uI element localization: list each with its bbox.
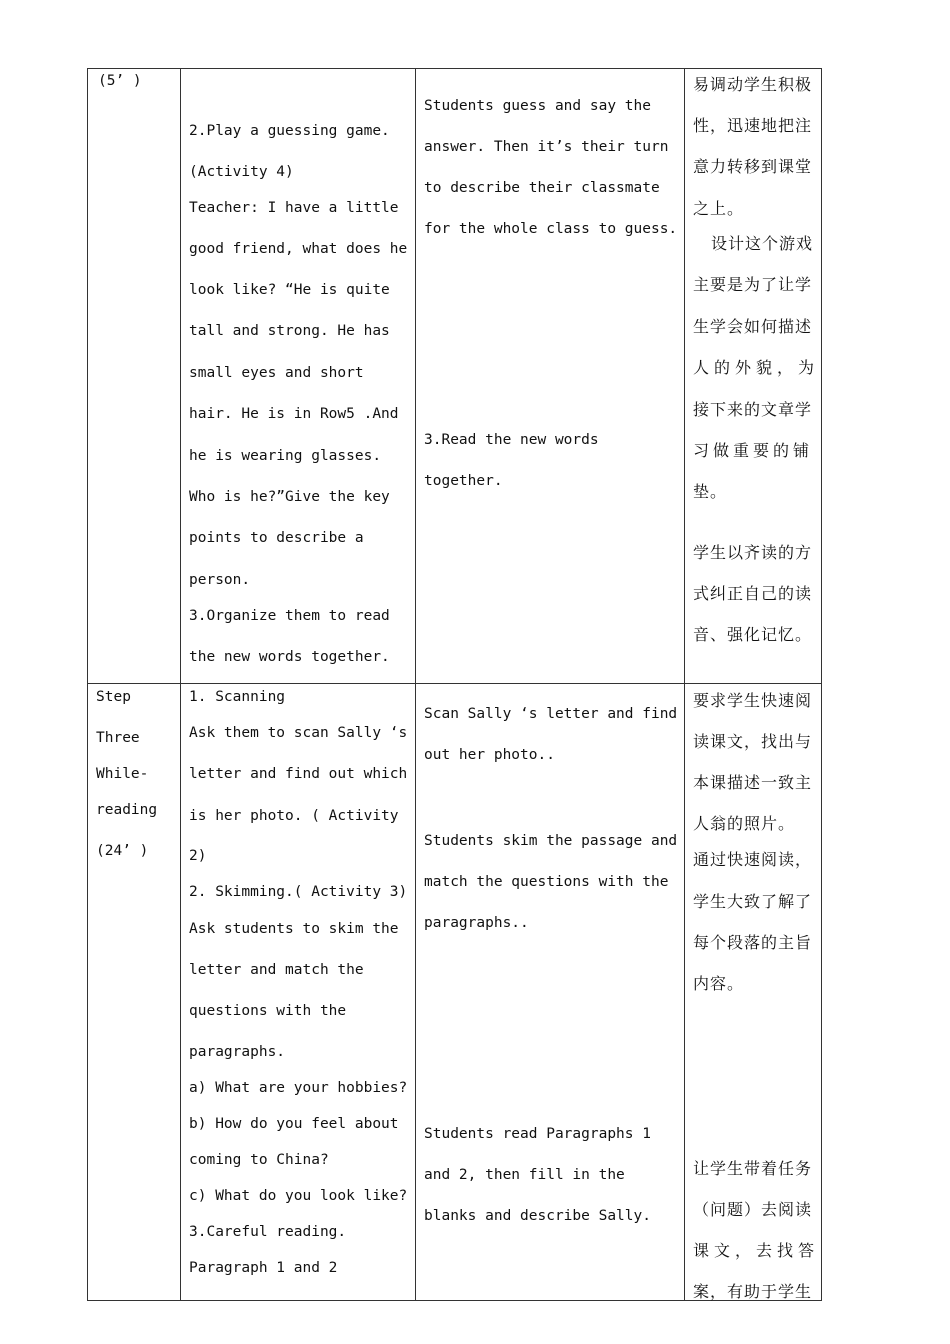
teacher-line: Ask students to skim the xyxy=(189,921,399,937)
student-line: Students guess and say the xyxy=(424,98,651,114)
purpose-line: 易调动学生积极 xyxy=(693,75,813,94)
purpose-line: 垫。 xyxy=(693,482,728,501)
purpose-line: 课文，去找答 xyxy=(693,1241,820,1260)
teacher-line: questions with the xyxy=(189,1003,347,1019)
teacher-line: look like? “He is quite xyxy=(189,282,390,298)
step-time: (5’ ) xyxy=(98,73,142,89)
student-line: match the questions with the xyxy=(424,874,669,890)
purpose-line: 习做重要的铺 xyxy=(693,441,814,460)
teacher-line: small eyes and short xyxy=(189,365,364,381)
teacher-line: coming to China? xyxy=(189,1152,329,1168)
student-line: out her photo.. xyxy=(424,747,555,763)
teacher-line: is her photo. ( Activity xyxy=(189,808,399,824)
step-time: (24’ ) xyxy=(96,843,149,859)
step-cell xyxy=(88,684,181,1301)
purpose-line: 通过快速阅读， xyxy=(693,850,813,869)
student-activity-cell xyxy=(416,684,685,1301)
purpose-line: 要求学生快速阅 xyxy=(693,691,813,710)
step-label: While- xyxy=(96,766,149,782)
teacher-line: 3.Organize them to read xyxy=(189,608,390,624)
teacher-line: Who is he?”Give the key xyxy=(189,489,390,505)
student-line: and 2, then fill in the xyxy=(424,1167,625,1183)
purpose-line: 读课文，找出与 xyxy=(693,732,813,751)
purpose-line: 接下来的文章学 xyxy=(693,400,813,419)
table-row xyxy=(88,69,822,684)
step-label: Three xyxy=(96,730,140,746)
teacher-line: 2. Skimming.( Activity 3) xyxy=(189,884,408,900)
purpose-line: 意力转移到课堂 xyxy=(693,157,813,176)
teacher-line: he is wearing glasses. xyxy=(189,448,382,464)
step-label: Step xyxy=(96,689,131,705)
teacher-line: 2) xyxy=(189,848,207,864)
purpose-line: 内容。 xyxy=(693,974,745,993)
teacher-line: hair. He is in Row5 .And xyxy=(189,406,399,422)
purpose-line: 人翁的照片。 xyxy=(693,814,796,833)
student-line: 3.Read the new words xyxy=(424,432,599,448)
teacher-line: the new words together. xyxy=(189,649,390,665)
teacher-line: a) What are your hobbies? xyxy=(189,1080,408,1096)
teacher-activity-cell xyxy=(181,684,416,1301)
design-purpose-cell xyxy=(685,69,822,684)
teacher-line: Paragraph 1 and 2 xyxy=(189,1260,338,1276)
student-line: Scan Sally ‘s letter and find xyxy=(424,706,678,722)
teacher-line: tall and strong. He has xyxy=(189,323,390,339)
teacher-line: (Activity 4) xyxy=(189,164,294,180)
student-line: together. xyxy=(424,473,503,489)
purpose-line: 本课描述一致主 xyxy=(693,773,813,792)
student-line: blanks and describe Sally. xyxy=(424,1208,651,1224)
student-line: Students skim the passage and xyxy=(424,833,678,849)
student-line: answer. Then it’s their turn xyxy=(424,139,669,155)
purpose-line: 设计这个游戏 xyxy=(711,234,814,253)
purpose-line: 人的外貌，为 xyxy=(693,358,820,377)
purpose-line: 之上。 xyxy=(693,199,745,218)
teacher-line: good friend, what does he xyxy=(189,241,408,257)
purpose-line: 式纠正自己的读 xyxy=(693,584,813,603)
lesson-plan-table xyxy=(87,68,822,1301)
design-purpose-cell xyxy=(685,684,822,1301)
teacher-line: paragraphs. xyxy=(189,1044,286,1060)
student-line: paragraphs.. xyxy=(424,915,529,931)
teacher-line: Teacher: I have a little xyxy=(189,200,399,216)
purpose-line: 案，有助于学生 xyxy=(693,1282,813,1301)
student-activity-cell xyxy=(416,69,685,684)
teacher-line: 2.Play a guessing game. xyxy=(189,123,390,139)
teacher-line: letter and find out which xyxy=(189,766,408,782)
purpose-line: 主要是为了让学 xyxy=(693,275,813,294)
step-label: reading xyxy=(96,802,158,818)
purpose-line: 学生大致了解了 xyxy=(693,892,813,911)
teacher-line: b) How do you feel about xyxy=(189,1116,399,1132)
teacher-activity-cell xyxy=(181,69,416,684)
purpose-line: 生学会如何描述 xyxy=(693,317,813,336)
purpose-line: 音、强化记忆。 xyxy=(693,625,813,644)
teacher-line: person. xyxy=(189,572,251,588)
teacher-line: 3.Careful reading. xyxy=(189,1224,347,1240)
purpose-line: 每个段落的主旨 xyxy=(693,933,813,952)
student-line: to describe their classmate xyxy=(424,180,660,196)
teacher-line: points to describe a xyxy=(189,530,364,546)
purpose-line: 让学生带着任务 xyxy=(693,1159,813,1178)
student-line: Students read Paragraphs 1 xyxy=(424,1126,651,1142)
purpose-line: 学生以齐读的方 xyxy=(693,543,813,562)
teacher-line: Ask them to scan Sally ‘s xyxy=(189,725,408,741)
teacher-line: c) What do you look like? xyxy=(189,1188,408,1204)
student-line: for the whole class to guess. xyxy=(424,221,678,237)
step-cell xyxy=(88,69,181,684)
teacher-line: 1. Scanning xyxy=(189,689,286,705)
table-row xyxy=(88,684,822,1301)
purpose-line: （问题）去阅读 xyxy=(693,1200,813,1219)
teacher-line: letter and match the xyxy=(189,962,364,978)
purpose-line: 性，迅速地把注 xyxy=(693,116,813,135)
